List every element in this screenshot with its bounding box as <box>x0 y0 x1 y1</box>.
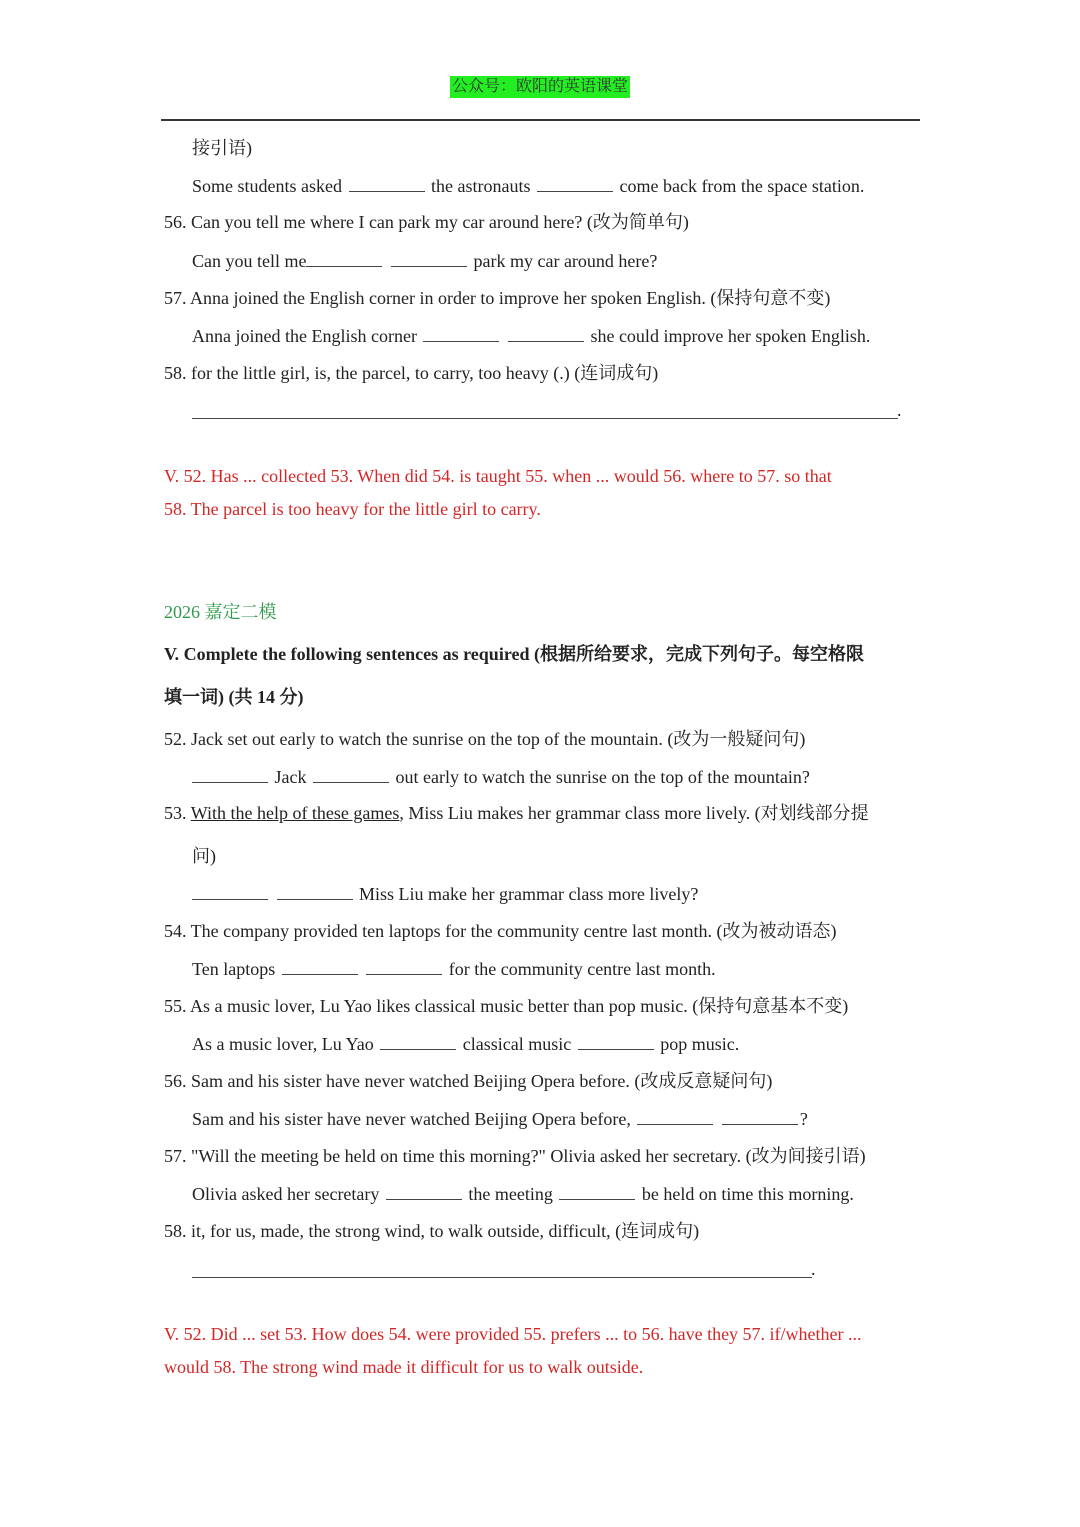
text: Jack <box>274 767 307 787</box>
text: be held on time this morning. <box>641 1184 854 1204</box>
answer-line-56 <box>192 1106 808 1131</box>
text: the astronauts <box>431 176 531 196</box>
blank <box>277 881 353 900</box>
answer-line-53 <box>192 881 698 906</box>
answer-line-54 <box>192 956 716 981</box>
blank <box>722 1106 798 1125</box>
answer-line-56 <box>192 248 657 273</box>
text: Ten laptops <box>192 959 276 979</box>
question-58: 58. for the little girl, is, the parcel, to carry, too heavy (.) (连词成句) <box>164 363 659 383</box>
text: 53. <box>164 803 187 823</box>
blank <box>637 1106 713 1125</box>
underlined-phrase: With the help of these games <box>190 803 400 823</box>
period: . <box>811 1259 816 1279</box>
blank <box>508 323 584 342</box>
answer-key-line-1: V. 52. Did ... set 53. How does 54. were provided 55. prefers ... to 56. have they 57. if/whether ... <box>164 1324 862 1344</box>
question-58: 58. it, for us, made, the strong wind, to walk outside, difficult, (连词成句) <box>164 1221 700 1241</box>
text: ? <box>799 1109 808 1129</box>
text: classical music <box>462 1034 572 1054</box>
blank <box>578 1031 654 1050</box>
answer-line-55 <box>192 1031 739 1056</box>
text: out early to watch the sunrise on the top of the mountain? <box>395 767 810 787</box>
section-title: 2026 嘉定二模 <box>164 602 277 622</box>
question-53-cont: 问) <box>192 846 216 866</box>
blank <box>366 956 442 975</box>
answer-rule-58 <box>192 418 898 419</box>
text: for the community centre last month. <box>448 959 716 979</box>
text: Can you tell me <box>192 251 307 271</box>
answer-line-55 <box>192 173 864 198</box>
question-57: 57. Anna joined the English corner in order to improve her spoken English. (保持句意不变) <box>164 288 831 308</box>
text: come back from the space station. <box>619 176 865 196</box>
text: As a music lover, Lu Yao <box>192 1034 374 1054</box>
text: park my car around here? <box>473 251 658 271</box>
blank <box>380 1031 456 1050</box>
header <box>0 76 1080 98</box>
section-heading-line-1: V. Complete the following sentences as required (根据所给要求，完成下列句子。每空格限 <box>164 644 864 664</box>
question-57: 57. "Will the meeting be held on time this morning?" Olivia asked her secretary. (改为间接引语) <box>164 1146 866 1166</box>
blank <box>391 248 467 267</box>
blank <box>423 323 499 342</box>
question-52: 52. Jack set out early to watch the sunrise on the top of the mountain. (改为一般疑问句) <box>164 729 806 749</box>
text: Olivia asked her secretary <box>192 1184 380 1204</box>
section-heading-line-2: 填一词) (共 14 分) <box>164 687 304 707</box>
text: Miss Liu make her grammar class more lively? <box>359 884 699 904</box>
answer-key-line-2: would 58. The strong wind made it difficult for us to walk outside. <box>164 1357 644 1377</box>
blank <box>349 173 425 192</box>
answer-key-line-1: V. 52. Has ... collected 53. When did 54. is taught 55. when ... would 56. where to 57. so that <box>164 466 832 486</box>
text: the meeting <box>468 1184 553 1204</box>
answer-line-57 <box>192 1181 854 1206</box>
header-rule <box>161 119 920 121</box>
period: . <box>897 400 902 420</box>
text: she could improve her spoken English. <box>590 326 871 346</box>
question-56: 56. Sam and his sister have never watched Beijing Opera before. (改成反意疑问句) <box>164 1071 773 1091</box>
blank <box>192 764 268 783</box>
answer-key-line-2: 58. The parcel is too heavy for the little girl to carry. <box>164 499 541 519</box>
text: Some students asked <box>192 176 342 196</box>
continued-instruction: 接引语) <box>192 138 252 158</box>
blank <box>537 173 613 192</box>
answer-line-52 <box>192 764 810 789</box>
text: , Miss Liu makes her grammar class more lively. (对划线部分提 <box>399 803 869 823</box>
blank <box>306 248 382 267</box>
blank <box>386 1181 462 1200</box>
question-55: 55. As a music lover, Lu Yao likes classical music better than pop music. (保持句意基本不变) <box>164 996 849 1016</box>
text: Anna joined the English corner <box>192 326 417 346</box>
text: pop music. <box>660 1034 740 1054</box>
answer-line-57 <box>192 323 870 348</box>
question-53 <box>164 801 869 825</box>
blank <box>313 764 389 783</box>
question-56: 56. Can you tell me where I can park my car around here? (改为简单句) <box>164 212 689 232</box>
text: Sam and his sister have never watched Beijing Opera before, <box>192 1109 631 1129</box>
question-54: 54. The company provided ten laptops for the community centre last month. (改为被动语态) <box>164 921 837 941</box>
header-tag: 公众号：欧阳的英语课堂 <box>450 76 630 98</box>
blank <box>559 1181 635 1200</box>
blank <box>192 881 268 900</box>
blank <box>282 956 358 975</box>
answer-rule-58 <box>192 1277 812 1278</box>
